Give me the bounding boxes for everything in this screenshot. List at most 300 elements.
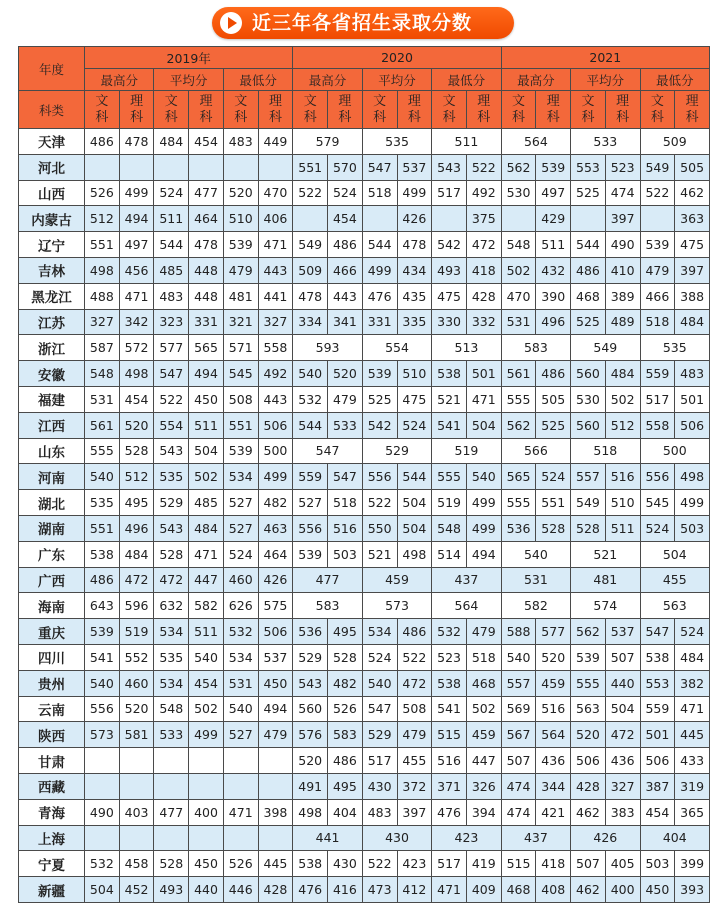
score-cell: 496 (119, 515, 154, 541)
score-cell: 443 (258, 257, 293, 283)
arts-header-char2: 科 (303, 109, 317, 125)
score-cell: 446 (223, 877, 258, 903)
score-cell: 468 (571, 283, 606, 309)
score-cell: 512 (605, 412, 640, 438)
score-cell: 551 (223, 412, 258, 438)
score-cell: 547 (154, 361, 189, 387)
score-cell (154, 154, 189, 180)
table-row (19, 412, 710, 438)
score-cell: 506 (640, 748, 675, 774)
score-cell: 542 (362, 412, 397, 438)
score-cell: 485 (154, 257, 189, 283)
science-header (189, 91, 224, 129)
score-cell: 555 (571, 670, 606, 696)
science-header (675, 91, 710, 129)
table-row (19, 748, 710, 774)
score-cell: 528 (571, 515, 606, 541)
score-cell: 430 (328, 851, 363, 877)
score-cell (258, 154, 293, 180)
score-cell: 553 (571, 154, 606, 180)
score-cell: 462 (571, 799, 606, 825)
score-cell: 363 (675, 206, 710, 232)
score-cell: 522 (397, 644, 432, 670)
score-cell: 524 (328, 180, 363, 206)
score-cell: 502 (605, 386, 640, 412)
score-cell: 394 (466, 799, 501, 825)
score-cell: 503 (640, 851, 675, 877)
score-cell: 537 (258, 644, 293, 670)
score-cell: 506 (675, 412, 710, 438)
score-cell: 509 (293, 257, 328, 283)
score-cell: 540 (85, 464, 120, 490)
merged-score-cell: 521 (571, 541, 640, 567)
merged-score-cell: 455 (640, 567, 709, 593)
score-cell: 547 (362, 154, 397, 180)
score-cell: 436 (605, 748, 640, 774)
score-type-header: 平均分 (154, 69, 223, 91)
score-cell: 547 (362, 696, 397, 722)
year-2020-header: 2020 (293, 47, 501, 69)
province-cell: 甘肃 (19, 748, 85, 774)
score-cell: 582 (189, 593, 224, 619)
score-cell: 418 (466, 257, 501, 283)
province-cell: 上海 (19, 825, 85, 851)
table-row (19, 644, 710, 670)
score-cell: 524 (640, 515, 675, 541)
year-header: 年度 (19, 47, 85, 91)
province-cell: 辽宁 (19, 232, 85, 258)
page-title: 近三年各省招生录取分数 (252, 12, 473, 34)
score-cell: 483 (154, 283, 189, 309)
science-header-char2: 科 (130, 109, 144, 125)
score-cell: 516 (432, 748, 467, 774)
score-cell: 450 (640, 877, 675, 903)
score-cell: 495 (328, 773, 363, 799)
score-cell: 489 (605, 309, 640, 335)
merged-score-cell: 574 (571, 593, 640, 619)
table-row (19, 593, 710, 619)
province-cell: 天津 (19, 129, 85, 155)
arts-header-char1: 文 (373, 93, 387, 109)
score-cell (258, 773, 293, 799)
merged-score-cell: 563 (640, 593, 709, 619)
score-cell: 483 (362, 799, 397, 825)
score-cell: 471 (675, 696, 710, 722)
score-cell: 543 (154, 515, 189, 541)
merged-score-cell: 583 (501, 335, 570, 361)
score-cell: 454 (328, 206, 363, 232)
score-cell (640, 206, 675, 232)
score-cell: 475 (432, 283, 467, 309)
score-cell: 383 (605, 799, 640, 825)
score-cell: 428 (258, 877, 293, 903)
score-cell (85, 154, 120, 180)
score-cell: 501 (675, 386, 710, 412)
score-cell: 472 (605, 722, 640, 748)
table-row (19, 438, 710, 464)
score-cell: 429 (536, 206, 571, 232)
merged-score-cell: 593 (293, 335, 362, 361)
score-cell: 535 (154, 464, 189, 490)
score-cell: 549 (293, 232, 328, 258)
score-cell: 543 (154, 438, 189, 464)
score-cell: 498 (85, 257, 120, 283)
score-cell: 471 (432, 877, 467, 903)
table-row (19, 799, 710, 825)
merged-score-cell: 518 (571, 438, 640, 464)
score-cell: 539 (571, 644, 606, 670)
score-cell: 490 (605, 232, 640, 258)
score-cell: 539 (640, 232, 675, 258)
province-cell: 贵州 (19, 670, 85, 696)
score-cell: 497 (119, 232, 154, 258)
score-cell: 551 (293, 154, 328, 180)
score-cell: 526 (85, 180, 120, 206)
score-cell: 512 (85, 206, 120, 232)
play-icon (220, 12, 242, 34)
arts-header (362, 91, 397, 129)
score-type-header: 最高分 (85, 69, 154, 91)
score-cell: 473 (362, 877, 397, 903)
score-cell: 527 (223, 515, 258, 541)
merged-score-cell: 426 (571, 825, 640, 851)
score-cell: 540 (189, 644, 224, 670)
score-cell: 468 (501, 877, 536, 903)
score-cell: 498 (675, 464, 710, 490)
score-type-header: 最高分 (293, 69, 362, 91)
table-row (19, 541, 710, 567)
score-cell: 576 (293, 722, 328, 748)
score-cell: 522 (362, 851, 397, 877)
province-cell: 青海 (19, 799, 85, 825)
score-cell: 484 (154, 129, 189, 155)
score-cell: 455 (397, 748, 432, 774)
science-header-char2: 科 (338, 109, 352, 125)
score-cell: 556 (85, 696, 120, 722)
score-cell: 502 (501, 257, 536, 283)
score-cell: 565 (501, 464, 536, 490)
score-cell: 525 (362, 386, 397, 412)
score-cell: 426 (397, 206, 432, 232)
score-cell: 525 (536, 412, 571, 438)
score-cell (119, 773, 154, 799)
province-cell: 河北 (19, 154, 85, 180)
score-cell: 440 (605, 670, 640, 696)
merged-score-cell: 547 (293, 438, 362, 464)
score-cell: 536 (501, 515, 536, 541)
table-row (19, 361, 710, 387)
score-cell: 492 (258, 361, 293, 387)
province-cell: 湖北 (19, 490, 85, 516)
score-cell: 507 (605, 644, 640, 670)
merged-score-cell: 423 (432, 825, 501, 851)
score-cell (362, 206, 397, 232)
score-cell: 534 (154, 670, 189, 696)
score-cell: 538 (432, 361, 467, 387)
score-cell (119, 825, 154, 851)
table-row (19, 129, 710, 155)
score-cell: 561 (85, 412, 120, 438)
score-cell: 559 (640, 696, 675, 722)
arts-header-char1: 文 (164, 93, 178, 109)
score-cell: 503 (328, 541, 363, 567)
score-cell: 471 (119, 283, 154, 309)
score-cell: 518 (362, 180, 397, 206)
table-row (19, 619, 710, 645)
score-cell: 479 (397, 722, 432, 748)
score-cell: 323 (154, 309, 189, 335)
score-cell: 570 (328, 154, 363, 180)
score-cell: 529 (293, 644, 328, 670)
score-cell: 565 (189, 335, 224, 361)
score-cell: 544 (397, 464, 432, 490)
province-cell: 陕西 (19, 722, 85, 748)
score-cell: 524 (223, 541, 258, 567)
score-cell: 471 (189, 541, 224, 567)
score-cell: 327 (258, 309, 293, 335)
score-cell: 330 (432, 309, 467, 335)
score-type-header: 最低分 (432, 69, 501, 91)
province-cell: 重庆 (19, 619, 85, 645)
score-cell: 519 (432, 490, 467, 516)
score-cell: 526 (328, 696, 363, 722)
merged-score-cell: 554 (362, 335, 431, 361)
score-cell: 577 (536, 619, 571, 645)
score-cell: 476 (293, 877, 328, 903)
score-cell: 538 (293, 851, 328, 877)
score-cell: 557 (571, 464, 606, 490)
score-cell: 511 (154, 206, 189, 232)
score-cell: 478 (119, 129, 154, 155)
score-cell: 445 (675, 722, 710, 748)
score-cell: 520 (223, 180, 258, 206)
score-cell: 544 (154, 232, 189, 258)
score-cell: 559 (640, 361, 675, 387)
score-cell: 477 (154, 799, 189, 825)
score-cell: 643 (85, 593, 120, 619)
score-cell: 498 (293, 799, 328, 825)
score-cell: 472 (397, 670, 432, 696)
arts-header-char1: 文 (442, 93, 456, 109)
merged-score-cell: 500 (640, 438, 709, 464)
score-cell: 544 (293, 412, 328, 438)
score-cell: 539 (362, 361, 397, 387)
score-cell: 587 (85, 335, 120, 361)
score-cell: 478 (397, 232, 432, 258)
merged-score-cell: 404 (640, 825, 709, 851)
score-cell: 588 (501, 619, 536, 645)
science-header-char2: 科 (546, 109, 560, 125)
score-cell: 466 (640, 283, 675, 309)
score-cell: 443 (258, 386, 293, 412)
category-header: 科类 (19, 91, 85, 129)
score-cell: 555 (501, 490, 536, 516)
arts-header-char1: 文 (581, 93, 595, 109)
score-cell: 517 (432, 180, 467, 206)
score-cell: 471 (466, 386, 501, 412)
score-cell: 440 (189, 877, 224, 903)
score-cell: 460 (119, 670, 154, 696)
score-cell: 520 (571, 722, 606, 748)
score-cell: 545 (223, 361, 258, 387)
arts-header (154, 91, 189, 129)
score-cell: 447 (189, 567, 224, 593)
arts-header (432, 91, 467, 129)
score-cell: 524 (536, 464, 571, 490)
score-cell: 507 (501, 748, 536, 774)
score-cell: 334 (293, 309, 328, 335)
score-cell: 504 (397, 490, 432, 516)
score-cell: 531 (223, 670, 258, 696)
score-cell: 478 (189, 232, 224, 258)
score-cell: 547 (328, 464, 363, 490)
score-cell: 421 (536, 799, 571, 825)
arts-header-char2: 科 (442, 109, 456, 125)
score-cell: 534 (223, 464, 258, 490)
table-row (19, 309, 710, 335)
score-cell (223, 825, 258, 851)
score-cell: 632 (154, 593, 189, 619)
score-cell: 475 (675, 232, 710, 258)
score-cell: 551 (85, 232, 120, 258)
score-cell: 459 (536, 670, 571, 696)
score-cell: 521 (432, 386, 467, 412)
score-cell: 434 (397, 257, 432, 283)
merged-score-cell: 511 (432, 129, 501, 155)
score-cell: 538 (432, 670, 467, 696)
score-cell: 521 (362, 541, 397, 567)
score-cell: 462 (571, 877, 606, 903)
score-cell: 540 (85, 670, 120, 696)
merged-score-cell: 477 (293, 567, 362, 593)
score-cell: 563 (571, 696, 606, 722)
score-cell: 486 (536, 361, 571, 387)
science-header-char1: 理 (616, 93, 630, 109)
score-cell: 543 (293, 670, 328, 696)
score-cell: 435 (397, 283, 432, 309)
score-cell: 470 (258, 180, 293, 206)
science-header (328, 91, 363, 129)
score-cell: 520 (293, 748, 328, 774)
score-cell: 496 (536, 309, 571, 335)
score-cell: 404 (328, 799, 363, 825)
score-cell: 497 (536, 180, 571, 206)
province-cell: 安徽 (19, 361, 85, 387)
score-cell: 501 (640, 722, 675, 748)
science-header-char1: 理 (338, 93, 352, 109)
score-cell: 327 (605, 773, 640, 799)
science-header-char1: 理 (407, 93, 421, 109)
score-cell: 472 (154, 567, 189, 593)
score-cell: 405 (605, 851, 640, 877)
score-cell: 536 (293, 619, 328, 645)
merged-score-cell: 573 (362, 593, 431, 619)
merged-score-cell: 459 (362, 567, 431, 593)
score-cell: 560 (571, 361, 606, 387)
score-cell: 554 (154, 412, 189, 438)
score-cell: 516 (605, 464, 640, 490)
province-cell: 内蒙古 (19, 206, 85, 232)
merged-score-cell: 564 (432, 593, 501, 619)
score-cell (223, 154, 258, 180)
score-cell: 555 (432, 464, 467, 490)
table-row (19, 722, 710, 748)
score-cell: 456 (119, 257, 154, 283)
score-cell: 418 (536, 851, 571, 877)
score-cell: 531 (85, 386, 120, 412)
score-cell (258, 748, 293, 774)
merged-score-cell: 504 (640, 541, 709, 567)
score-type-header: 最高分 (501, 69, 570, 91)
score-cell: 500 (258, 438, 293, 464)
score-cell: 541 (432, 696, 467, 722)
score-cell: 494 (119, 206, 154, 232)
score-cell: 567 (501, 722, 536, 748)
table-row (19, 154, 710, 180)
score-cell: 515 (501, 851, 536, 877)
score-cell: 522 (640, 180, 675, 206)
score-cell: 575 (258, 593, 293, 619)
table-row (19, 515, 710, 541)
score-cell: 445 (258, 851, 293, 877)
score-cell (154, 748, 189, 774)
province-cell: 福建 (19, 386, 85, 412)
score-cell: 511 (605, 515, 640, 541)
score-cell: 532 (293, 386, 328, 412)
score-cell: 560 (571, 412, 606, 438)
score-cell: 484 (119, 541, 154, 567)
score-cell: 450 (189, 386, 224, 412)
score-cell: 540 (466, 464, 501, 490)
score-cell: 493 (154, 877, 189, 903)
score-cell: 556 (362, 464, 397, 490)
score-cell: 486 (328, 232, 363, 258)
score-cell (189, 748, 224, 774)
score-cell: 449 (258, 129, 293, 155)
arts-header-char2: 科 (234, 109, 248, 125)
score-cell: 478 (293, 283, 328, 309)
score-cell: 530 (501, 180, 536, 206)
score-cell: 498 (397, 541, 432, 567)
merged-score-cell: 519 (432, 438, 501, 464)
score-cell: 389 (605, 283, 640, 309)
province-cell: 山东 (19, 438, 85, 464)
score-cell: 476 (432, 799, 467, 825)
score-cell: 522 (466, 154, 501, 180)
score-cell: 504 (189, 438, 224, 464)
score-cell: 517 (362, 748, 397, 774)
score-cell (189, 154, 224, 180)
score-cell: 495 (328, 619, 363, 645)
science-header-char1: 理 (685, 93, 699, 109)
province-cell: 浙江 (19, 335, 85, 361)
arts-header-char1: 文 (95, 93, 109, 109)
score-cell: 499 (362, 257, 397, 283)
score-cell: 523 (605, 154, 640, 180)
score-cell: 530 (571, 386, 606, 412)
table-row (19, 257, 710, 283)
score-cell: 502 (189, 696, 224, 722)
score-cell: 514 (432, 541, 467, 567)
score-cell: 504 (466, 412, 501, 438)
score-cell: 511 (189, 619, 224, 645)
score-cell: 522 (154, 386, 189, 412)
score-cell: 432 (536, 257, 571, 283)
score-cell: 412 (397, 877, 432, 903)
table-row (19, 206, 710, 232)
score-cell: 494 (258, 696, 293, 722)
merged-score-cell: 513 (432, 335, 501, 361)
